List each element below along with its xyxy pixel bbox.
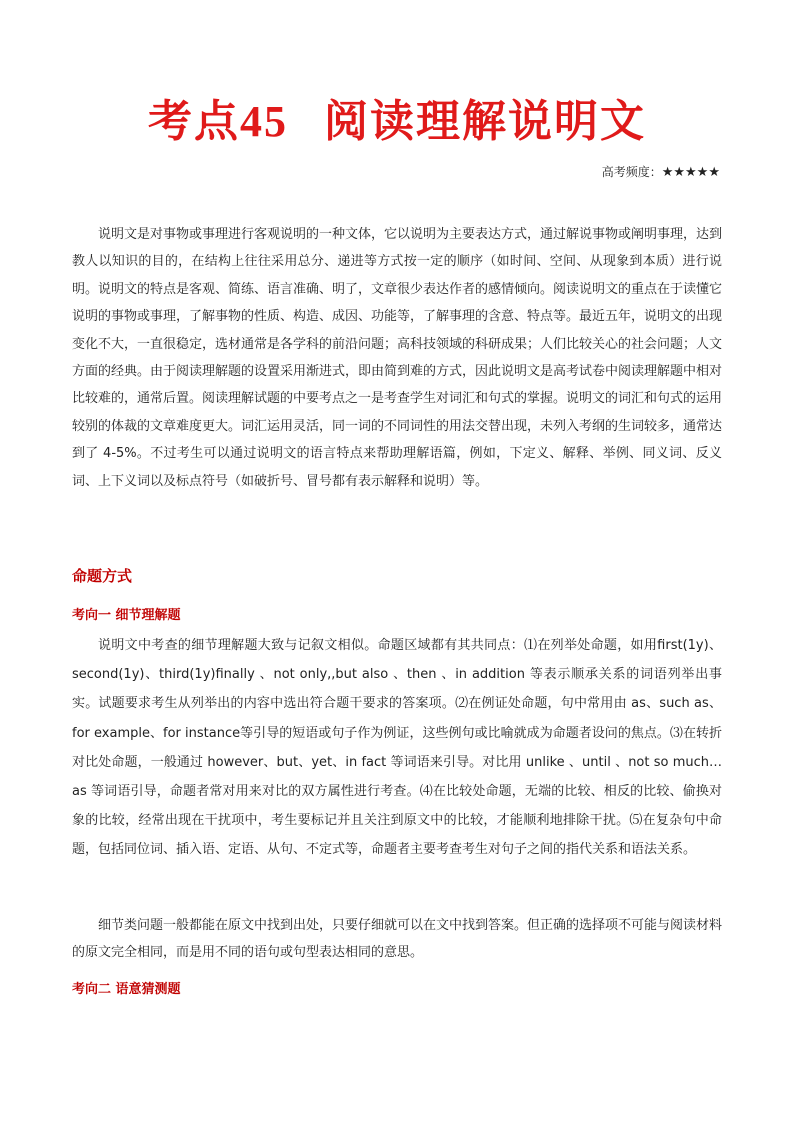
subheading-kaoxiang-2: 考向二 语意猜测题: [72, 982, 181, 997]
frequency-label: 高考频度：: [601, 165, 662, 179]
kaoxiang-1-paragraph-1: 说明文中考查的细节理解题大致与记叙文相似。命题区域都有其共同点：⑴在列举处命题，如用first(1y)、second(1y)、third(1y)finally 、not only,,but also 、then 、in addition 等表示顺承关系的词语列举出事实。试题要求考生从列举出的内容中选出符合题干要求的答案项。⑵在例证处命题，句中常用由 as、such as、for example、for instance等引导的短语或句子作为例证，这些例句或比喻就成为命题者设问的焦点。⑶在转折对比处命题，一般通过 however、but、yet、in fact 等词语来引导。对比用 unlike 、until 、not so much…as 等词语引导，命题者常对用来对比的双方属性进行考查。⑷在比较处命题，无端的比较、相反的比较、偷换对象的比较，经常出现在干扰项中，考生要标记并且关注到原文中的比较，才能顺利地排除干扰。⑸在复杂句中命题，包括同位词、插入语、定语、从句、不定式等，命题者主要考查考生对句子之间的指代关系和语法关系。: [72, 638, 722, 858]
title-prefix: 考点: [148, 96, 240, 147]
title-name: 阅读理解说明文: [324, 96, 646, 147]
intro-paragraph: 说明文是对事物或事理进行客观说明的一种文体，它以说明为主要表达方式，通过解说事物或阐明事理，达到教人以知识的目的，在结构上往往采用总分、递进等方式按一定的顺序（如时间、空间、从现象到本质）进行说明。说明文的特点是客观、简练、语言准确、明了，文章很少表达作者的感情倾向。阅读说明文的重点在于读懂它说明的事物或事理，了解事物的性质、构造、成因、功能等，了解事理的含意、特点等。最近五年，说明文的出现变化不大，一直很稳定，选材通常是各学科的前沿问题；高科技领域的科研成果；人们比较关心的社会问题；人文方面的经典。由于阅读理解题的设置采用渐进式，即由简到难的方式，因此说明文是高考试卷中阅读理解题中相对比较难的，通常后置。阅读理解试题的中要考点之一是考查学生对词汇和句式的掌握。说明文的词汇和句式的运用较别的体裁的文章难度更大。词汇运用灵活，同一词的不同词性的用法交替出现，未列入考纲的生词较多，通常达到了 4-5%。不过考生可以通过说明文的语言特点来帮助理解语篇，例如，下定义、解释、举例、同义词、反义词、上下义词以及标点符号（如破折号、冒号都有表示解释和说明）等。: [72, 227, 723, 489]
star-rating-icon: ★★★★★: [661, 165, 720, 180]
section-heading-mingti: 命题方式: [72, 567, 133, 585]
exam-frequency: [602, 163, 720, 182]
header-divider: [72, 183, 722, 184]
kaoxiang-1-paragraph-2: 细节类问题一般都能在原文中找到出处，只要仔细就可以在文中找到答案。但正确的选择项不可能与阅读材料的原文完全相同，而是用不同的语句或句型表达相同的意思。: [72, 918, 723, 961]
title-number: 45: [240, 97, 288, 146]
page-title: [0, 92, 794, 152]
subheading-kaoxiang-1: 考向一 细节理解题: [72, 608, 181, 623]
